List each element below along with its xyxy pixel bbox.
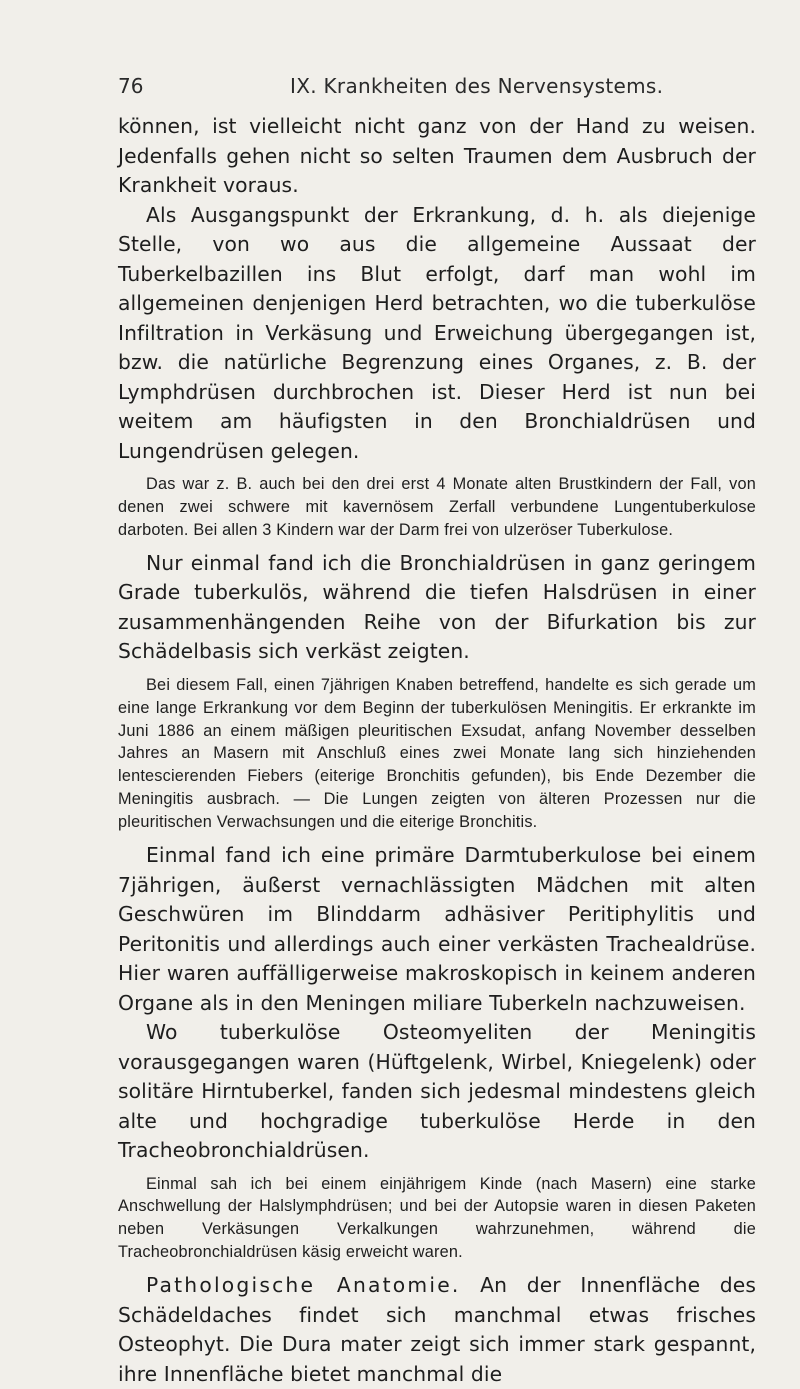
paragraph-intestinal-tuberculosis: Einmal fand ich eine primäre Darmtuberkulose bei einem 7jährigen, äußerst vernachlässigten Mädchen mit alten Geschwüren im Blinddarm adhäsiver Peritiphylitis und Peritonitis und allerdings auch einer verkästen Trachealdrüse. Hier waren auffälligerweise makroskopisch in keinem anderen Organe als in den Meningen miliare Tuberkeln nachzuweisen. [118, 843, 756, 1015]
paragraph-pathological-anatomy-text: An der Innenfläche des Schädeldaches findet sich manchmal etwas frisches Osteophyt. Die Dura mater zeigt sich immer stark gespannt, ihre Innenfläche bietet manchmal die [118, 1273, 756, 1386]
paragraph-pathological-anatomy [118, 1271, 756, 1389]
paragraph-origin-of-disease: Als Ausgangspunkt der Erkrankung, d. h. als diejenige Stelle, von wo aus die allgemeine Aussaat der Tuberkelbazillen ins Blut erfolgt, darf man wohl im allgemeinen denjenigen Herd betrachten, wo die tuberkulöse Infiltration in Verkäsung und Erweichung übergegangen ist, bzw. die natürliche Begrenzung eines Organes, z. B. der Lymphdrüsen durchbrochen ist. Dieser Herd ist nun bei weitem am häufigsten in den Bronchialdrüsen und Lungendrüsen gelegen. [118, 202, 756, 463]
page-number: 76 [118, 74, 144, 98]
paragraph-osteomyelitis: Wo tuberkulöse Osteomyeliten der Meningitis vorausgegangen waren (Hüftgelenk, Wirbel, Kniegelenk) oder solitäre Hirntuberkel, fanden sich jedesmal mindestens gleich alte und hochgradige tuberkulöse Herde in den Tracheobronchialdrüsen. [118, 1020, 756, 1163]
text-body [118, 112, 756, 1389]
page-header [118, 74, 758, 104]
running-head: IX. Krankheiten des Nervensystems. [290, 74, 664, 98]
note-7-year-old-boy: Bei diesem Fall, einen 7jährigen Knaben betreffend, handelte es sich gerade um eine lange Erkrankung vor dem Beginn der tuberkulösen Meningitis. Er erkrankte im Juni 1886 an einem mäßigen pleuritischen Exsudat, anfang November desselben Jahres an Masern mit Anschluß eines zwei Monate lang sich hinziehenden lentescierenden Fiebers (eiterige Bronchitis gefunden), bis Ende Dezember die Meningitis ausbrach. — Die Lungen zeigten von älteren Prozessen nur die pleuritischen Verwachsungen und die eiterige Bronchitis. [118, 675, 756, 832]
paragraph-bronchial-glands: Nur einmal fand ich die Bronchialdrüsen in ganz geringem Grade tuberkulös, während die tiefen Halsdrüsen in einer zusammenhängenden Reihe von der Bifurkation bis zur Schädelbasis sich verkäst zeigten. [118, 550, 756, 664]
section-heading-pathologische-anatomie: Pathologische Anatomie. [146, 1273, 461, 1298]
paragraph-continuation: können, ist vielleicht nicht ganz von der Hand zu weisen. Jedenfalls gehen nicht so selten Traumen dem Ausbruch der Krankheit voraus. [118, 114, 756, 197]
note-one-year-old-child: Einmal sah ich bei einem einjährigem Kinde (nach Masern) eine starke Anschwellung der Halslymphdrüsen; und bei der Autopsie waren in diesen Paketen neben Verkäsungen Verkalkungen wahrzunehmen, während die Tracheobronchialdrüsen käsig erweicht waren. [118, 1174, 756, 1262]
note-breastfed-infants: Das war z. B. auch bei den drei erst 4 Monate alten Brustkindern der Fall, von denen zwei schwere mit kavernösem Zerfall verbundene Lungentuberkulose darboten. Bei allen 3 Kindern war der Darm frei von ulzeröser Tuberkulose. [118, 475, 756, 539]
